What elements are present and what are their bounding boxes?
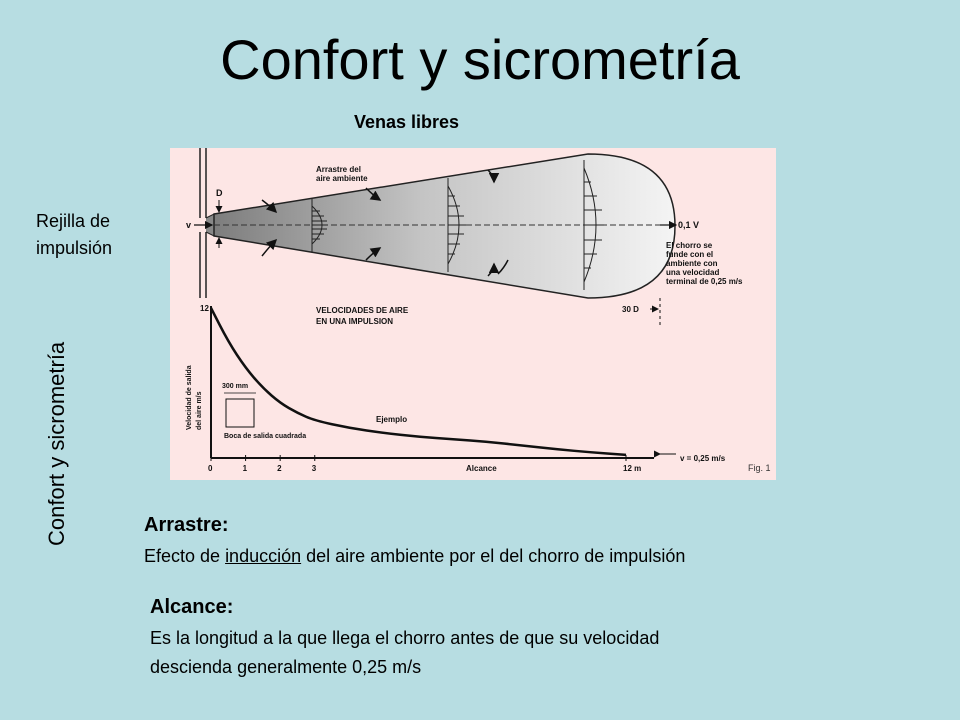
arrastre-heading: Arrastre: — [144, 514, 229, 536]
alcance-definition — [150, 624, 659, 682]
jet-diagram-figure — [170, 148, 776, 480]
entrainment-label-line1: Arrastre del — [316, 165, 361, 174]
throw-30d-label: 30 D — [622, 305, 639, 314]
arrastre-text-after: del aire ambiente por el del chorro de impulsión — [301, 546, 686, 566]
terminal-velocity-note — [666, 241, 743, 286]
alcance-heading: Alcance: — [150, 596, 234, 618]
svg-text:ambiente con: ambiente con — [666, 259, 718, 268]
arrastre-text-before: Efecto de — [144, 546, 226, 566]
svg-text:D: D — [216, 188, 223, 198]
x-axis-label: Alcance — [466, 464, 497, 473]
svg-text:terminal de 0,25 m/s: terminal de 0,25 m/s — [666, 277, 743, 286]
y-axis-label-line2: del aire m/s — [196, 391, 203, 430]
svg-text:una velocidad: una velocidad — [666, 268, 720, 277]
svg-text:v: v — [186, 220, 192, 230]
vertical-section-label: Confort y sicrometría — [44, 341, 69, 546]
arrastre-definition — [144, 542, 685, 571]
y-axis-label-line1: Velocidad de salida — [186, 365, 193, 430]
x-tick-label: 2 — [277, 464, 282, 473]
jet-diagram-svg — [170, 148, 776, 480]
y-max-tick: 12 — [200, 304, 209, 313]
entrainment-label-line2: aire ambiente — [316, 174, 368, 183]
outlet-caption: Boca de salida cuadrada — [224, 433, 307, 440]
terminal-velocity-label: v = 0,25 m/s — [680, 454, 726, 463]
diagram-subtitle: Venas libres — [354, 112, 460, 132]
grille-label — [36, 208, 112, 262]
grille-label-line1: Rejilla de — [36, 211, 111, 231]
outlet-size-label: 300 mm — [222, 383, 249, 390]
x-tick-label: 3 — [311, 464, 317, 473]
slide-title: Confort y sicrometría — [220, 28, 740, 91]
outlet-velocity-label: 0,1 V — [678, 220, 700, 230]
x-tick-label: 0 — [208, 464, 213, 473]
supply-grille — [200, 148, 214, 298]
square-outlet-icon — [226, 399, 254, 427]
alcance-line2: descienda generalmente 0,25 m/s — [150, 657, 422, 677]
graph-title-line2: EN UNA IMPULSION — [316, 317, 394, 326]
figure-number-label: Fig. 1 — [748, 463, 771, 473]
air-jet-cone — [214, 154, 675, 298]
grille-label-line2: impulsión — [36, 238, 113, 258]
velocity-graph — [186, 304, 771, 473]
svg-text:El chorro se: El chorro se — [666, 241, 713, 250]
alcance-line1: Es la longitud a la que llega el chorro antes de que su velocidad — [150, 628, 660, 648]
svg-text:funde con el: funde con el — [666, 250, 714, 259]
graph-title-line1: VELOCIDADES DE AIRE — [316, 306, 409, 315]
example-curve-label: Ejemplo — [376, 415, 408, 424]
induccion-underlined-term: inducción — [225, 546, 302, 566]
x-tick-label: 1 — [242, 464, 248, 473]
x-tick-label: 12 m — [623, 464, 642, 473]
